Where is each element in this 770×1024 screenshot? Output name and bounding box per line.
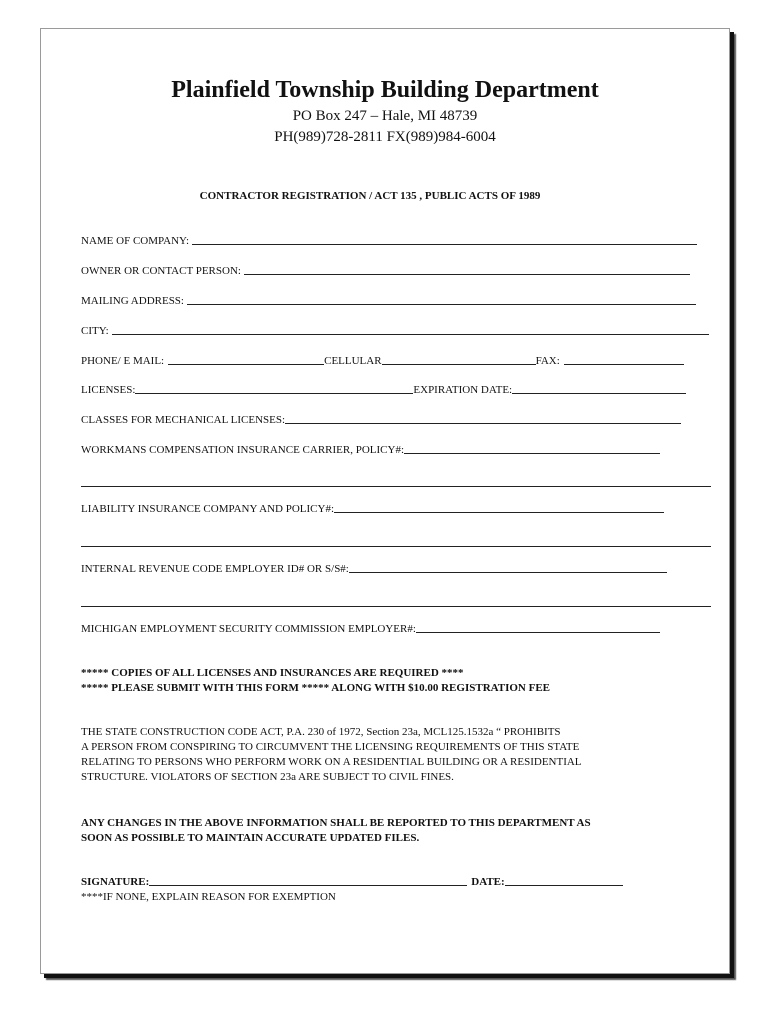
form-title: CONTRACTOR REGISTRATION / ACT 135 , PUBLIC ACTS OF 1989 bbox=[199, 190, 541, 202]
classes-field[interactable] bbox=[285, 414, 681, 424]
city-row bbox=[81, 325, 709, 337]
irs-field[interactable] bbox=[349, 563, 667, 573]
liability-row bbox=[81, 503, 664, 515]
company-field[interactable] bbox=[192, 235, 697, 245]
licenses-label: LICENSES: bbox=[81, 384, 136, 396]
page-title: Plainfield Township Building Department bbox=[171, 77, 599, 103]
form-page bbox=[40, 28, 730, 974]
cellular-label: CELLULAR bbox=[324, 355, 382, 367]
submit-notice: ***** PLEASE SUBMIT WITH THIS FORM ***** ALONG WITH $10.00 REGISTRATION FEE bbox=[81, 682, 551, 694]
mesc-field[interactable] bbox=[416, 623, 660, 633]
irs-extra-line[interactable] bbox=[81, 606, 711, 607]
fax-label: FAX: bbox=[535, 355, 560, 367]
exemption-note: ****IF NONE, EXPLAIN REASON FOR EXEMPTION bbox=[81, 891, 336, 903]
workmans-label: WORKMANS COMPENSATION INSURANCE CARRIER, POLICY#: bbox=[81, 444, 405, 456]
company-label: NAME OF COMPANY: bbox=[81, 235, 189, 247]
phone-field[interactable] bbox=[168, 355, 324, 365]
liability-extra-line[interactable] bbox=[81, 546, 711, 547]
fax-field[interactable] bbox=[564, 355, 684, 365]
date-field[interactable] bbox=[505, 876, 623, 886]
workmans-extra-line[interactable] bbox=[81, 486, 711, 487]
mailing-label: MAILING ADDRESS: bbox=[81, 295, 184, 307]
classes-label: CLASSES FOR MECHANICAL LICENSES: bbox=[81, 414, 286, 426]
mesc-label: MICHIGAN EMPLOYMENT SECURITY COMMISSION EMPLOYER#: bbox=[81, 623, 416, 635]
address-line: PO Box 247 – Hale, MI 48739 bbox=[292, 108, 478, 124]
phone-fax-line: PH(989)728-2811 FX(989)984-6004 bbox=[274, 129, 496, 145]
signature-row bbox=[81, 876, 623, 888]
liability-field[interactable] bbox=[334, 503, 664, 513]
law-text-3: RELATING TO PERSONS WHO PERFORM WORK ON A RESIDENTIAL BUILDING OR A RESIDENTIAL bbox=[81, 756, 582, 768]
copies-notice: ***** COPIES OF ALL LICENSES AND INSURANCES ARE REQUIRED **** bbox=[81, 667, 464, 679]
expiration-label: EXPIRATION DATE: bbox=[413, 384, 513, 396]
law-text-1: THE STATE CONSTRUCTION CODE ACT, P.A. 230 of 1972, Section 23a, MCL125.1532a “ PROHIBITS bbox=[81, 726, 561, 738]
law-text-4: STRUCTURE. VIOLATORS OF SECTION 23a ARE SUBJECT TO CIVIL FINES. bbox=[81, 771, 454, 783]
liability-label: LIABILITY INSURANCE COMPANY AND POLICY#: bbox=[81, 503, 335, 515]
signature-label: SIGNATURE: bbox=[81, 876, 150, 888]
cellular-field[interactable] bbox=[382, 355, 536, 365]
signature-field[interactable] bbox=[149, 876, 467, 886]
mailing-row bbox=[81, 295, 696, 307]
irs-label: INTERNAL REVENUE CODE EMPLOYER ID# OR S/S#: bbox=[81, 563, 349, 575]
irs-row bbox=[81, 563, 667, 575]
mesc-row bbox=[81, 623, 660, 635]
phone-row bbox=[81, 355, 684, 367]
company-row bbox=[81, 235, 697, 247]
expiration-field[interactable] bbox=[512, 384, 686, 394]
workmans-row bbox=[81, 444, 660, 456]
owner-field[interactable] bbox=[244, 265, 690, 275]
phone-label: PHONE/ E MAIL: bbox=[81, 355, 165, 367]
licenses-row bbox=[81, 384, 686, 396]
workmans-field[interactable] bbox=[404, 444, 660, 454]
city-field[interactable] bbox=[112, 325, 709, 335]
classes-row bbox=[81, 414, 681, 426]
owner-label: OWNER OR CONTACT PERSON: bbox=[81, 265, 241, 277]
law-text-2: A PERSON FROM CONSPIRING TO CIRCUMVENT THE LICENSING REQUIREMENTS OF THIS STATE bbox=[81, 741, 580, 753]
date-label: DATE: bbox=[471, 876, 505, 888]
changes-notice-2: SOON AS POSSIBLE TO MAINTAIN ACCURATE UPDATED FILES. bbox=[81, 832, 420, 844]
city-label: CITY: bbox=[81, 325, 109, 337]
changes-notice-1: ANY CHANGES IN THE ABOVE INFORMATION SHALL BE REPORTED TO THIS DEPARTMENT AS bbox=[81, 817, 591, 829]
mailing-field[interactable] bbox=[187, 295, 696, 305]
owner-row bbox=[81, 265, 690, 277]
licenses-field[interactable] bbox=[135, 384, 413, 394]
